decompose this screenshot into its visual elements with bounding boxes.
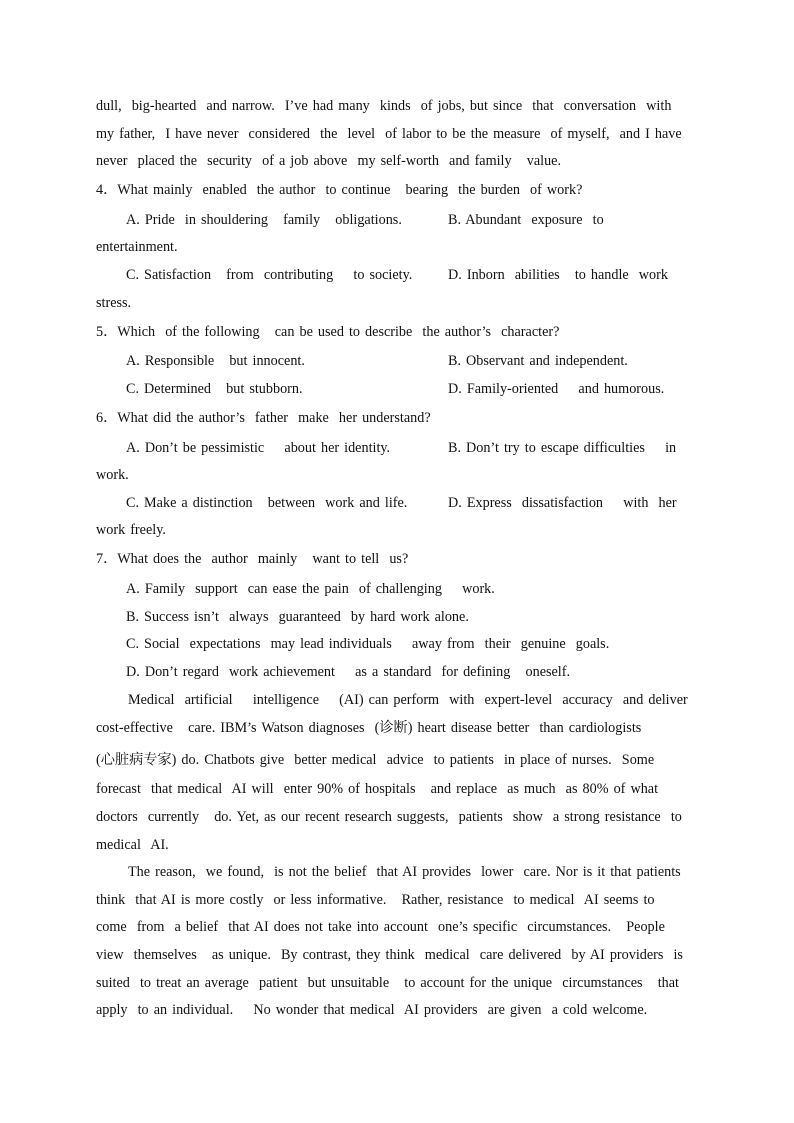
intro-line: dull, big-hearted and narrow. I’ve had many kinds of jobs, but since that conversation with (96, 98, 672, 114)
question-7-option-d: D. Don’t regard work achievement as a standard for defining oneself. (126, 664, 571, 680)
question-6-option-c: C. Make a distinction between work and life. (126, 495, 408, 511)
question-6-option-d-wrap: work freely. (96, 522, 166, 538)
question-7-option-a: A. Family support can ease the pain of challenging work. (126, 581, 495, 597)
question-4-option-b: B. Abundant exposure to (448, 212, 604, 228)
passage-line: The reason, we found, is not the belief that AI provides lower care. Nor is it that patients (128, 864, 681, 880)
question-5-option-a: A. Responsible but innocent. (126, 353, 305, 369)
question-5-option-b: B. Observant and independent. (448, 353, 628, 369)
question-5-stem: 5．Which of the following can be used to describe the author’s character? (96, 324, 560, 340)
question-6-stem: 6．What did the author’s father make her understand? (96, 410, 431, 426)
passage-line: (心脏病专家) do. Chatbots give better medical advice to patients in place of nurses. Some (96, 752, 655, 768)
passage-line: think that AI is more costly or less informative. Rather, resistance to medical AI seems to (96, 892, 655, 908)
question-6-option-b-wrap: work. (96, 467, 129, 483)
question-5-option-c: C. Determined but stubborn. (126, 381, 303, 397)
passage-line: come from a belief that AI does not take into account one’s specific circumstances. People (96, 919, 665, 935)
passage-line: forecast that medical AI will enter 90% of hospitals and replace as much as 80% of what (96, 781, 659, 797)
question-6-option-d: D. Express dissatisfaction with her (448, 495, 677, 511)
question-6-option-b: B. Don’t try to escape difficulties in (448, 440, 677, 456)
intro-line: my father, I have never considered the level of labor to be the measure of myself, and I have (96, 126, 682, 142)
question-5-option-d: D. Family-oriented and humorous. (448, 381, 665, 397)
passage-line: doctors currently do. Yet, as our recent research suggests, patients show a strong resistance to (96, 809, 682, 825)
question-4-option-d: D. Inborn abilities to handle work (448, 267, 668, 283)
question-4-option-c: C. Satisfaction from contributing to society. (126, 267, 413, 283)
passage-line: apply to an individual. No wonder that medical AI providers are given a cold welcome. (96, 1002, 648, 1018)
intro-line: never placed the security of a job above my self-worth and family value. (96, 153, 562, 169)
question-7-stem: 7．What does the author mainly want to tell us? (96, 551, 409, 567)
passage-line: Medical artificial intelligence (AI) can perform with expert-level accuracy and deliver (128, 692, 688, 708)
passage-line: cost-effective care. IBM’s Watson diagnoses (诊断) heart disease better than cardiologists (96, 720, 642, 736)
passage-line: medical AI. (96, 837, 169, 853)
question-4-option-b-wrap: entertainment. (96, 239, 178, 255)
passage-line: suited to treat an average patient but unsuitable to account for the unique circumstances that (96, 975, 679, 991)
question-7-option-b: B. Success isn’t always guaranteed by hard work alone. (126, 609, 469, 625)
question-6-option-a: A. Don’t be pessimistic about her identity. (126, 440, 391, 456)
question-4-option-d-wrap: stress. (96, 295, 132, 311)
passage-line: view themselves as unique. By contrast, they think medical care delivered by AI providers is (96, 947, 683, 963)
question-7-option-c: C. Social expectations may lead individuals away from their genuine goals. (126, 636, 610, 652)
question-4-option-a: A. Pride in shouldering family obligations. (126, 212, 402, 228)
question-4-stem: 4．What mainly enabled the author to continue bearing the burden of work? (96, 182, 583, 198)
